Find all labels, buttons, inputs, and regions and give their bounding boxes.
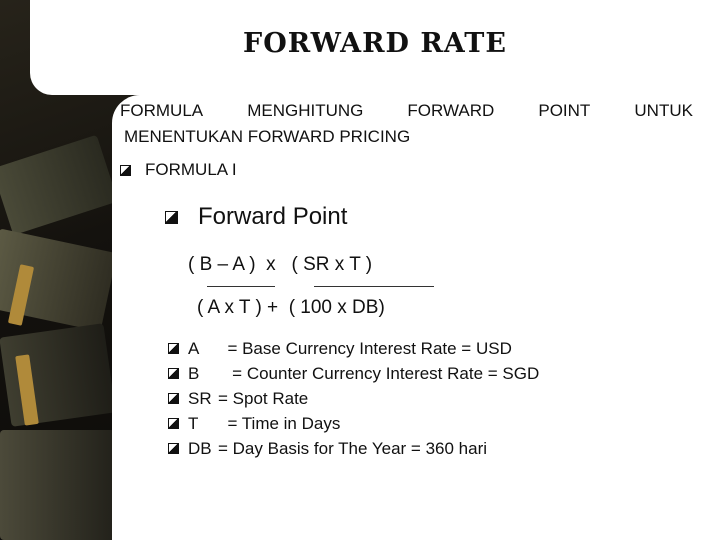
square-bullet-icon <box>168 393 179 404</box>
definition-key: T <box>188 413 199 433</box>
definition-text: = Counter Currency Interest Rate = SGD <box>218 363 540 383</box>
fraction-line <box>207 286 275 287</box>
forward-point-text: Forward Point <box>198 203 348 230</box>
square-bullet-icon <box>168 368 179 379</box>
definition-key: B <box>188 363 200 383</box>
formula-label <box>120 160 237 180</box>
definition-key: A <box>188 338 200 358</box>
square-bullet-icon <box>168 343 179 354</box>
fraction-line <box>314 286 434 287</box>
definition-text: = Spot Rate <box>218 388 309 408</box>
slide-title: FORWARD RATE <box>243 28 507 59</box>
title-panel <box>30 0 720 95</box>
definition-item <box>168 361 539 386</box>
heading-word: FORWARD <box>407 101 495 120</box>
forward-point-label <box>165 203 347 231</box>
definition-text: = Base Currency Interest Rate = USD <box>218 338 512 358</box>
definitions-list <box>168 336 539 461</box>
formula-label-text: FORMULA I <box>145 160 237 179</box>
heading-word: FORMULA <box>120 101 204 120</box>
definition-key: SR <box>188 388 212 408</box>
definition-item <box>168 436 539 461</box>
definition-item <box>168 386 539 411</box>
formula-heading <box>120 98 700 150</box>
definition-text: = Time in Days <box>218 413 341 433</box>
definition-text: = Day Basis for The Year = 360 hari <box>218 438 488 458</box>
heading-line-2: MENENTUKAN FORWARD PRICING <box>124 127 411 146</box>
heading-line-1 <box>120 98 693 124</box>
square-bullet-icon <box>165 211 178 224</box>
formula-denominator: ( A x T ) + ( 100 x DB) <box>197 297 385 318</box>
definition-item <box>168 411 539 436</box>
definition-item <box>168 336 539 361</box>
formula-numerator: ( B – A ) x ( SR x T ) <box>188 254 373 275</box>
square-bullet-icon <box>168 443 179 454</box>
square-bullet-icon <box>168 418 179 429</box>
definition-key: DB <box>188 438 212 458</box>
square-bullet-icon <box>120 165 131 176</box>
heading-word: MENGHITUNG <box>247 101 364 120</box>
heading-word: POINT <box>538 101 591 120</box>
money-stack-image <box>0 430 115 540</box>
heading-word: UNTUK <box>634 101 693 120</box>
